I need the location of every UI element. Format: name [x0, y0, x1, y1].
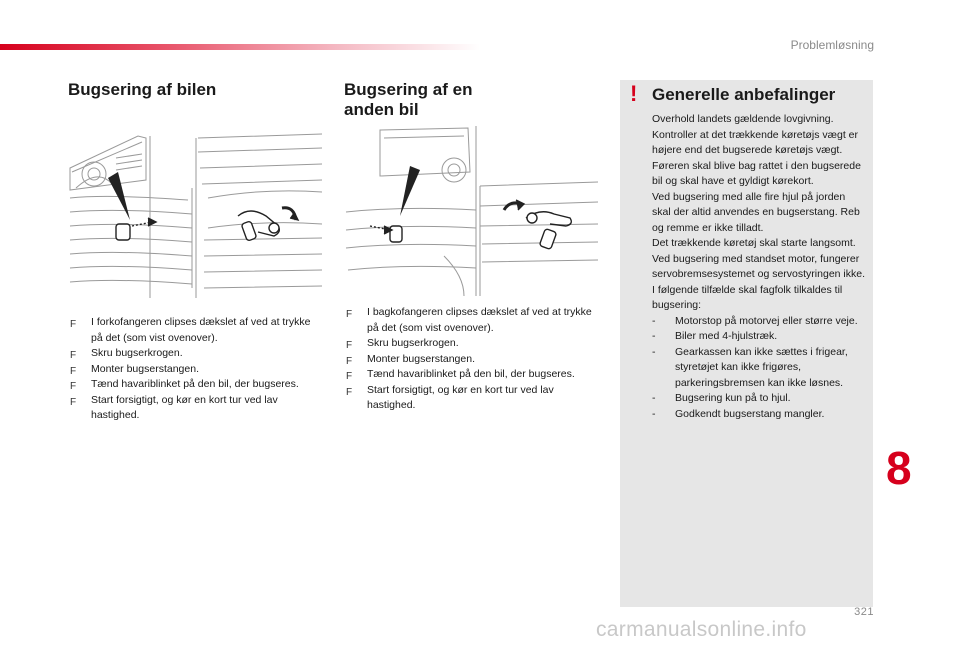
- panel-body: [652, 112, 866, 422]
- checkbox-bullet-icon: F: [70, 319, 77, 330]
- left-heading: Bugsering af bilen: [68, 80, 217, 99]
- list-item: F Start forsigtigt, og kør en kort tur ved lav hastighed.: [346, 383, 554, 411]
- list-item: F Monter bugserstangen.: [70, 362, 320, 378]
- list-item: F Monter bugserstangen.: [346, 352, 596, 368]
- middle-step-list: [346, 305, 596, 414]
- dash-bullet-icon: -: [652, 330, 656, 342]
- panel-list-item: - Motorstop på motorvej eller større veje.: [652, 314, 866, 330]
- panel-paragraph: Overhold landets gældende lovgivning.: [652, 113, 834, 125]
- list-item: F Skru bugserkrogen.: [70, 346, 320, 362]
- checkbox-bullet-icon: F: [346, 355, 353, 367]
- checkbox-bullet-icon: F: [70, 396, 77, 408]
- warning-icon: !: [630, 81, 638, 106]
- middle-heading: Bugsering af en anden bil: [344, 80, 473, 119]
- panel-heading: Generelle anbefalinger: [652, 85, 836, 104]
- checkbox-bullet-icon: F: [346, 371, 353, 382]
- watermark: carmanualsonline.info: [596, 618, 807, 641]
- page-number: 321: [854, 606, 874, 618]
- front-towing-illustration: [68, 128, 322, 300]
- panel-paragraph: I følgende tilfælde skal fagfolk tilkaldes til bugsering:: [652, 283, 843, 311]
- dash-bullet-icon: -: [652, 314, 656, 327]
- checkbox-bullet-icon: F: [70, 381, 77, 392]
- checkbox-bullet-icon: F: [70, 365, 77, 377]
- panel-list-item: - Gearkassen kan ikke sættes i frigear, styretøjet kan ikke frigøres, parkeringsbremsen kan ikke løsnes.: [652, 345, 848, 389]
- panel-paragraph: Kontroller at det trækkende køretøjs vægt er højere end det bugserede køretøjs vægt.: [652, 128, 858, 156]
- panel-list-item: - Biler med 4-hjulstræk.: [652, 329, 866, 345]
- panel-paragraph: Ved bugsering med alle fire hjul på jorden skal der altid anvendes en bugserstang. Reb og remme er ikke tilladt.: [652, 190, 860, 234]
- panel-paragraph: Det trækkende køretøj skal starte langsomt.: [652, 237, 856, 249]
- dash-bullet-icon: -: [652, 345, 656, 358]
- panel-paragraph: Ved bugsering med standset motor, fungerer servobremsesystemet og servostyringen ikke.: [652, 252, 865, 280]
- chapter-number: 8: [886, 442, 912, 494]
- list-item: F Tænd havariblinket på den bil, der bugseres.: [346, 367, 596, 383]
- checkbox-bullet-icon: F: [70, 350, 77, 361]
- list-item: F Start forsigtigt, og kør en kort tur ved lav hastighed.: [70, 393, 278, 421]
- panel-paragraph: Føreren skal blive bag rattet i den bugserede bil og skal have et gyldigt kørekort.: [652, 159, 861, 187]
- panel-list-item: - Godkendt bugserstang mangler.: [652, 407, 866, 423]
- section-label: Problemløsning: [790, 38, 874, 52]
- checkbox-bullet-icon: F: [346, 340, 353, 351]
- list-item: F Tænd havariblinket på den bil, der bugseres.: [70, 377, 320, 393]
- list-item: F I forkofangeren clipses dækslet af ved at trykke på det (som vist ovenover).: [70, 316, 311, 344]
- checkbox-bullet-icon: F: [346, 386, 353, 398]
- list-item: F I bagkofangeren clipses dækslet af ved at trykke på det (som vist ovenover).: [346, 306, 592, 334]
- list-item: F Skru bugserkrogen.: [346, 336, 596, 352]
- left-step-list: [70, 315, 320, 424]
- checkbox-bullet-icon: F: [346, 309, 353, 320]
- header-accent-bar: [0, 44, 480, 50]
- dash-bullet-icon: -: [652, 392, 656, 404]
- dash-bullet-icon: -: [652, 407, 656, 420]
- panel-list-item: - Bugsering kun på to hjul.: [652, 391, 866, 407]
- rear-towing-illustration: [344, 126, 598, 300]
